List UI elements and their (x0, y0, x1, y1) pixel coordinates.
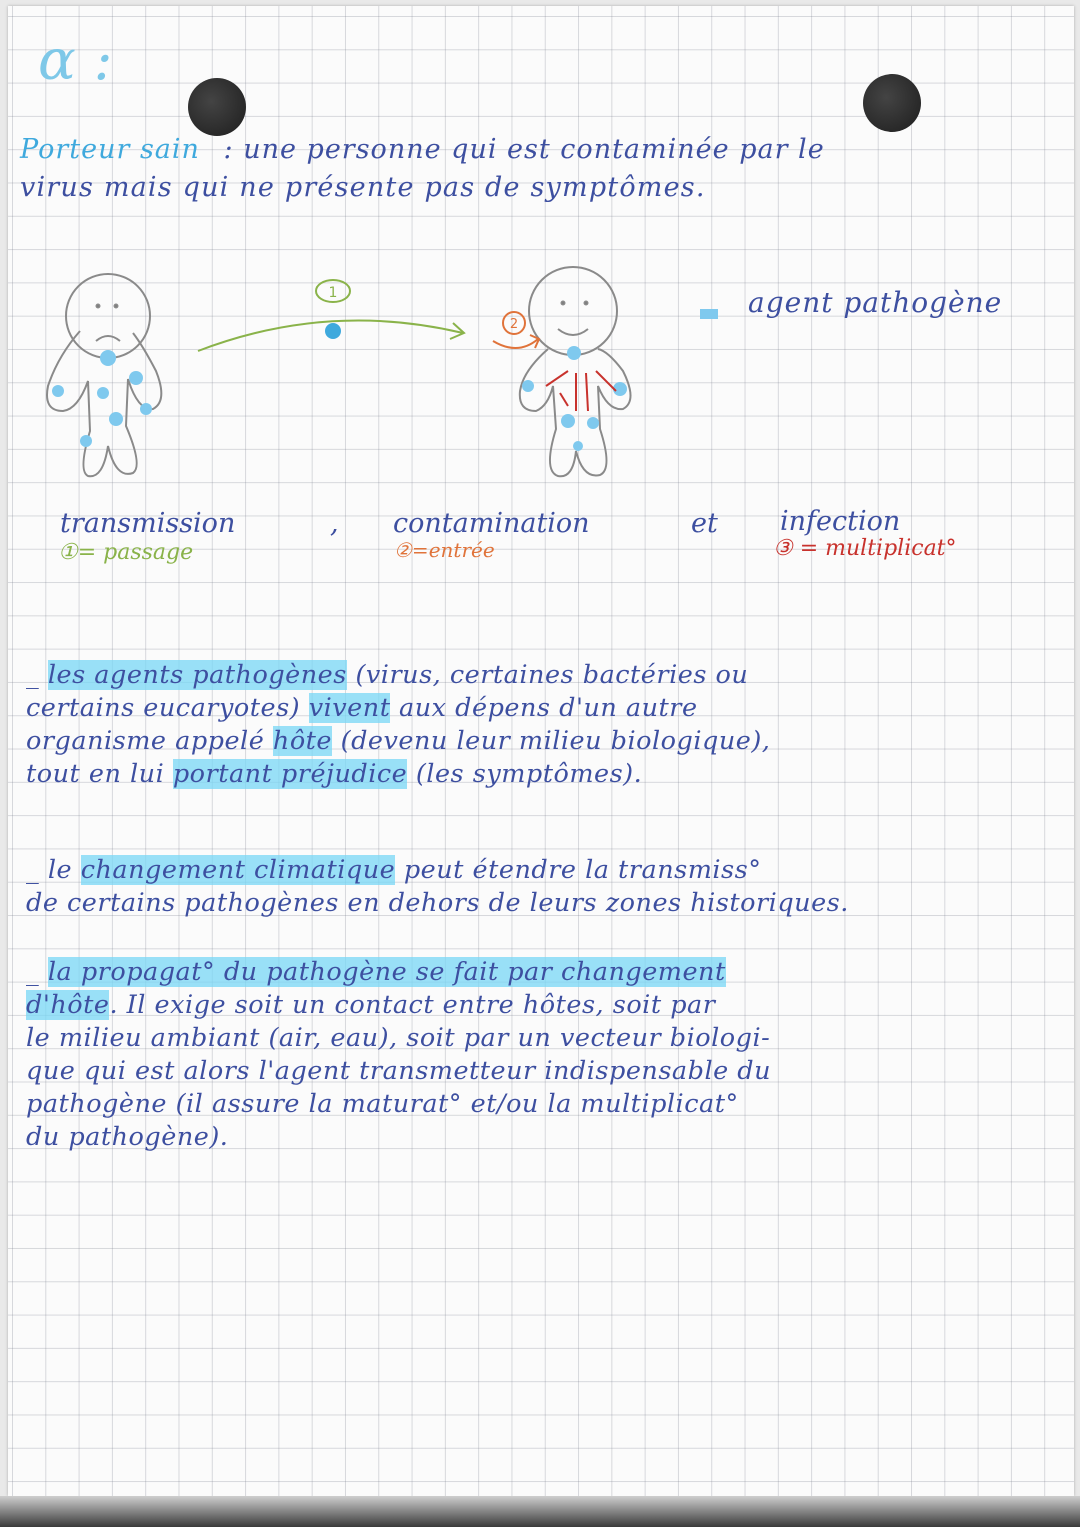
label-contamination: contamination (393, 508, 590, 539)
pathogen-dots-right (522, 346, 627, 451)
step-2-number: 2 (509, 317, 519, 332)
highlight: la propagat° du pathogène se fait par changement (47, 957, 726, 987)
label-and: et (691, 508, 718, 539)
highlight: portant préjudice (172, 759, 408, 789)
text-line: _ le changement climatique peut étendre la transmiss° (26, 855, 762, 885)
sick-person-figure (47, 274, 161, 476)
text-line: d'hôte. Il exige soit un contact entre hôtes, soit par (26, 990, 716, 1020)
paragraph-pathogens (26, 659, 1066, 791)
multiplication-arrows (546, 371, 616, 411)
highlight: les agents pathogènes (47, 660, 347, 690)
paragraph-climate (26, 854, 1066, 920)
label-separator: , (330, 508, 339, 539)
table-edge (0, 1496, 1080, 1527)
entry-arrow (493, 335, 539, 348)
text-line: que qui est alors l'agent transmetteur indispensable du (26, 1056, 772, 1086)
paragraph-propagation (26, 956, 1066, 1154)
highlight: hôte (272, 726, 333, 756)
text-line: de certains pathogènes en dehors de leurs zones historiques. (26, 888, 849, 918)
note-multiplication: ③ = multiplicat° (773, 536, 957, 561)
binder-hole (188, 78, 246, 136)
text-line: organisme appelé hôte (devenu leur milieu biologique), (26, 726, 771, 756)
text-line: certains eucaryotes) vivent aux dépens d'un autre (26, 693, 698, 723)
highlight: changement climatique (80, 855, 396, 885)
highlight: vivent (308, 693, 391, 723)
legend-label: agent pathogène (748, 286, 1003, 319)
binder-hole (863, 74, 921, 132)
legend-swatch (700, 309, 718, 319)
text-line: le milieu ambiant (air, eau), soit par un vecteur biologi- (26, 1023, 771, 1053)
text-line: _ les agents pathogènes (virus, certaines bactéries ou (26, 660, 749, 690)
note-entree: ②=entrée (394, 538, 495, 562)
text-line: pathogène (il assure la maturat° et/ou la multiplicat° (26, 1089, 739, 1119)
text-line: du pathogène). (26, 1122, 229, 1152)
definition-term: Porteur sain (20, 134, 200, 165)
section-symbol: α : (38, 28, 113, 93)
highlight: d'hôte (26, 990, 110, 1020)
note-passage: ①= passage (58, 540, 194, 565)
label-infection: infection (780, 506, 901, 537)
pathogen-dot (325, 323, 341, 339)
text-line: _ la propagat° du pathogène se fait par changement (26, 957, 726, 987)
definition-line-2: virus mais qui ne présente pas de symptômes. (20, 172, 706, 203)
definition-text-1: : une personne qui est contaminée par le (223, 134, 825, 165)
label-transmission: transmission (60, 508, 236, 539)
step-1-number: 1 (328, 285, 338, 301)
text-line: tout en lui portant préjudice (les symptômes). (26, 759, 643, 789)
definition-line-1 (20, 134, 825, 165)
notebook-page (8, 6, 1074, 1496)
